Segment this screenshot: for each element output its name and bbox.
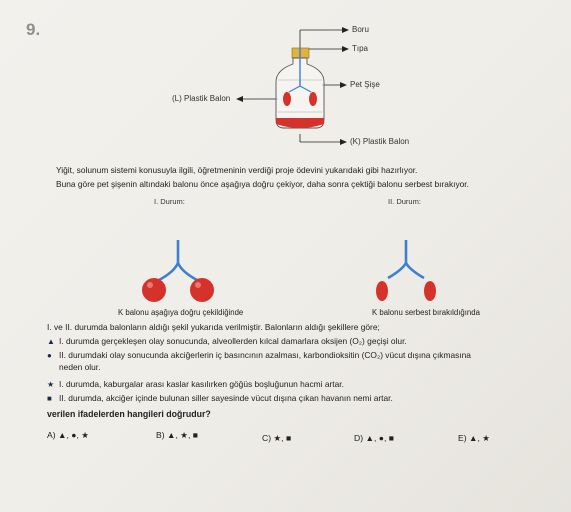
option-e[interactable]	[458, 433, 490, 444]
square-icon: ■	[47, 394, 52, 403]
statement-4	[47, 393, 393, 403]
boru-arrow	[342, 27, 349, 33]
l-balon-arrow	[236, 96, 243, 102]
tipa-arrow	[342, 46, 349, 52]
state2-figure	[376, 240, 436, 301]
intro-line-2: Buna göre pet şişenin altındaki balonu önce aşağıya doğru çekiyor, daha sonra çektiği balonu serbest bırakıyor.	[56, 179, 469, 189]
statement-4-text: II. durumda, akciğer içinde bulunan siller sayesinde vücut dışına çıkan havanın nemi artar.	[59, 393, 393, 403]
option-a-text: ▲, ●, ★	[57, 430, 89, 440]
intro-line-1: Yiğit, solunum sistemi konusuyla ilgili, öğretmeninin verdiği proje ödevini yukarıdaki gibi hazırlıyor.	[56, 165, 418, 175]
l-balloon-left	[283, 92, 291, 106]
label-k-plastik-balon: (K) Plastik Balon	[350, 137, 410, 146]
option-e-text: ▲, ★	[468, 433, 490, 443]
option-b-letter: B)	[156, 430, 165, 440]
statement-2-cont: neden olur.	[59, 362, 101, 372]
label-l-plastik-balon: (L) Plastik Balon	[172, 94, 231, 103]
option-a[interactable]	[47, 430, 89, 441]
statement-2	[47, 350, 471, 360]
state2-caption: K balonu serbest bırakıldığında	[372, 308, 480, 317]
state2-balloon-right	[424, 281, 436, 301]
state1-title: I. Durum:	[154, 197, 185, 206]
pet-bottle	[276, 48, 324, 128]
option-e-letter: E)	[458, 433, 467, 443]
option-a-letter: A)	[47, 430, 56, 440]
option-d-text: ▲, ●, ■	[365, 433, 394, 443]
state1-figure	[142, 240, 214, 302]
statement-2-text: II. durumdaki olay sonucunda akciğerlerin iç basıncının azalması, karbondioksitin (CO₂) vücut dışına çıkmasına	[59, 350, 471, 360]
label-tipa: Tıpa	[352, 44, 369, 53]
statement-3-text: I. durumda, kaburgalar arası kaslar kasılırken göğüs boşluğunun hacmi artar.	[59, 379, 344, 389]
state1-caption: K balonu aşağıya doğru çekildiğinde	[118, 308, 244, 317]
question-number: 9.	[26, 20, 41, 39]
star-icon: ★	[47, 380, 55, 389]
option-c[interactable]	[262, 433, 291, 444]
label-boru: Boru	[352, 25, 369, 34]
l-balloon-right	[309, 92, 317, 106]
option-d-letter: D)	[354, 433, 364, 443]
body-text: I. ve II. durumda balonların aldığı şekil yukarıda verilmiştir. Balonların aldığı şekillere göre;	[47, 322, 380, 332]
triangle-icon: ▲	[47, 337, 55, 346]
option-c-text: ★, ■	[273, 433, 292, 443]
state1-balloon-right	[190, 278, 214, 302]
statement-1	[47, 336, 407, 346]
label-pet-sise: Pet Şişe	[350, 80, 380, 89]
option-b-text: ▲, ★, ■	[166, 430, 198, 440]
k-balon-arrow	[340, 139, 347, 145]
statement-1-text: I. durumda gerçekleşen olay sonucunda, alveollerden kılcal damarlara oksijen (O₂) geçişi olur.	[59, 336, 407, 346]
pet-sise-arrow	[340, 82, 347, 88]
option-b[interactable]	[156, 430, 198, 441]
option-d[interactable]	[354, 433, 394, 443]
question-line: verilen ifadelerden hangileri doğrudur?	[47, 409, 211, 419]
state1-balloon-left	[142, 278, 166, 302]
circle-icon: ●	[47, 351, 52, 360]
option-c-letter: C)	[262, 433, 272, 443]
state2-balloon-left	[376, 281, 388, 301]
statement-3	[47, 379, 344, 389]
state2-title: II. Durum:	[388, 197, 421, 206]
